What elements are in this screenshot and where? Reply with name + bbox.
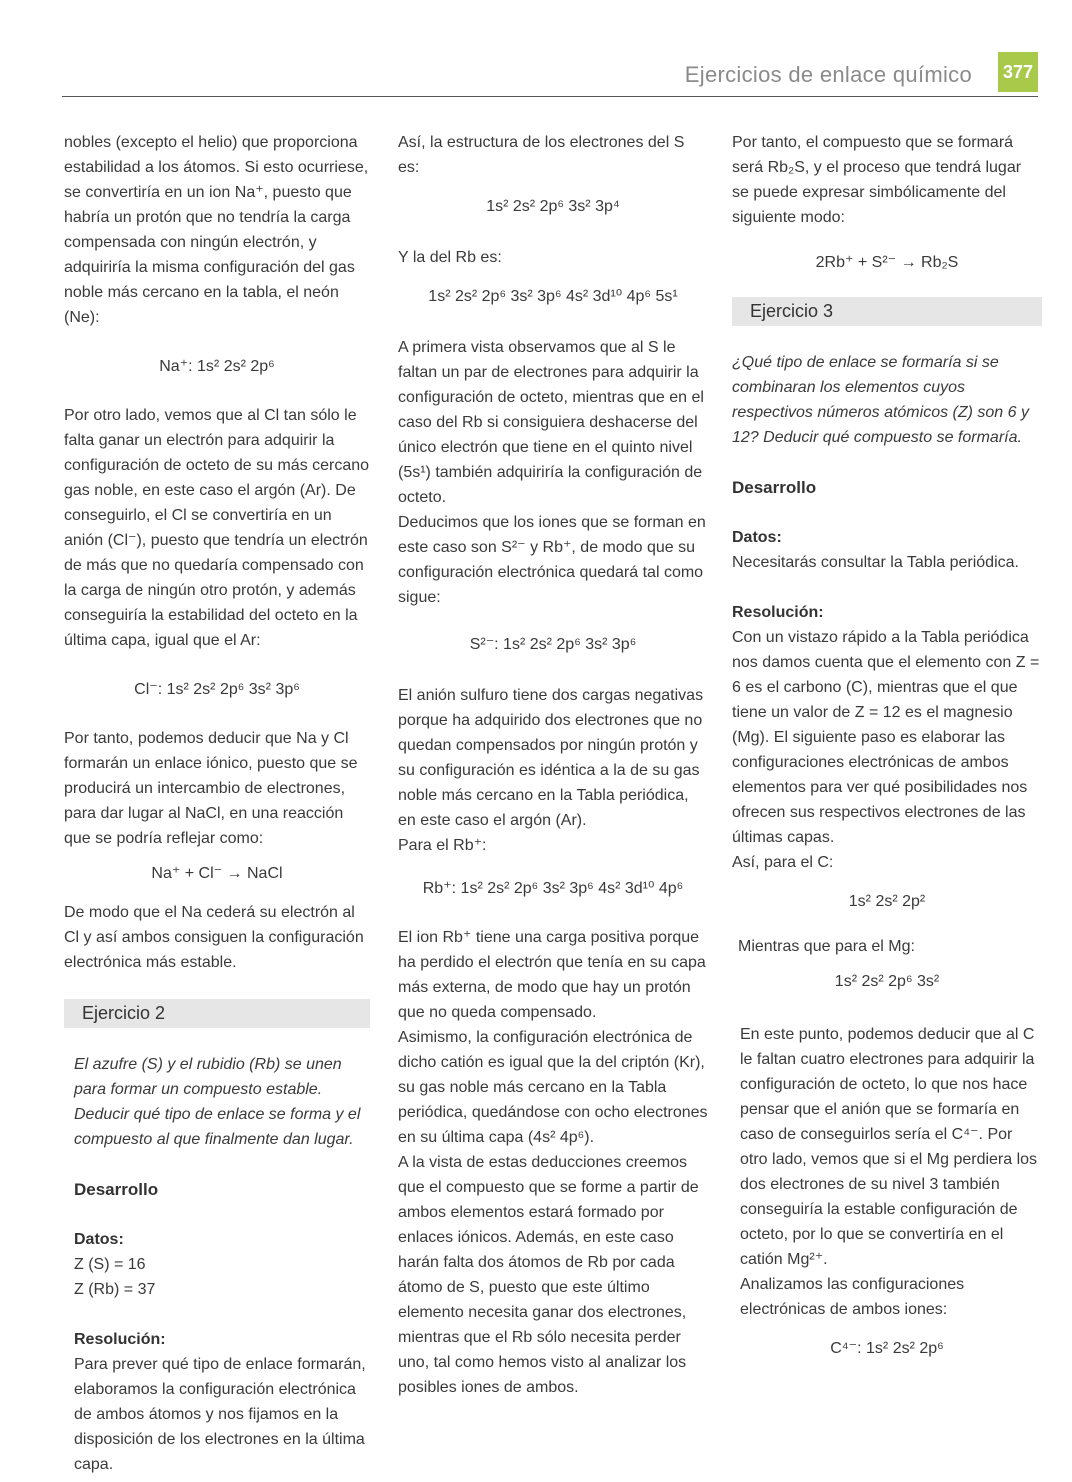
paragraph: Para el Rb⁺: (398, 837, 487, 854)
formula: 1s² 2s² 2p² (848, 893, 926, 910)
header-divider (62, 96, 1038, 97)
formula: Rb⁺: 1s² 2s² 2p⁶ 3s² 3p⁶ 4s² 3d¹⁰ 4p⁶ (422, 880, 684, 897)
subheading-datos: Datos: (74, 1231, 124, 1248)
subheading-desarrollo: Desarrollo (732, 478, 817, 497)
section-heading: Ejercicio 2 (64, 999, 370, 1028)
exercise-question: ¿Qué tipo de enlace se formaría si se combinaran los elementos cuyos respectivos números atómicos (Z) son 6 y 12? Deducir qué compuesto se formaría. (732, 354, 1029, 446)
paragraph: En este punto, podemos deducir que al C le faltan cuatro electrones para adquirir la configuración de octeto, lo que nos hace pensar que el anión que se formaría en caso de conseguirlos sería el C⁴⁻. Por otro lado, vemos que si el Mg perdiera los dos electrones de su nivel 3 también conseguiría la estable configuración de octeto, por lo que se convertiría en el catión Mg²⁺. (740, 1026, 1038, 1268)
formula: Cl⁻: 1s² 2s² 2p⁶ 3s² 3p⁶ (134, 681, 300, 698)
paragraph: Así, la estructura de los electrones del S es: (398, 134, 685, 176)
data-item: Z (S) = 16 (74, 1256, 146, 1273)
formula: S²⁻: 1s² 2s² 2p⁶ 3s² 3p⁶ (469, 636, 637, 653)
formula: 1s² 2s² 2p⁶ 3s² 3p⁴ (486, 198, 620, 215)
exercise-question: El azufre (S) y el rubidio (Rb) se unen para formar un compuesto estable. Deducir qué tipo de enlace se forma y el compuesto al que finalmente dan lugar. (74, 1056, 361, 1148)
paragraph: Mientras que para el Mg: (738, 938, 915, 955)
paragraph: Para prever qué tipo de enlace formarán, elaboramos la configuración electrónica de ambos átomos y nos fijamos en la disposición de los electrones en la última capa. (74, 1356, 366, 1473)
paragraph: De modo que el Na cederá su electrón al Cl y así ambos consiguen la configuración electrónica más estable. (64, 904, 364, 971)
formula: 2Rb⁺ + S²⁻ → Rb₂S (815, 254, 959, 271)
paragraph: El anión sulfuro tiene dos cargas negativas porque ha adquirido dos electrones que no quedan compensados por ningún protón y su configuración es idéntica a la de su gas noble más cercano en la Tabla periódica, en este caso el argón (Ar). (398, 687, 704, 829)
subheading-resolucion: Resolución: (74, 1331, 166, 1348)
paragraph: Con un vistazo rápido a la Tabla periódica nos damos cuenta que el elemento con Z = 6 es el carbono (C), mientras que el que tiene un valor de Z = 12 es el magnesio (Mg). El siguiente paso es elaborar las configuraciones electrónicas de ambos elementos para ver qué posibilidades nos ofrecen sus respectivos electrones de las últimas capas. (732, 629, 1040, 846)
formula: Na⁺ + Cl⁻ → NaCl (151, 865, 283, 882)
paragraph: El ion Rb⁺ tiene una carga positiva porque ha perdido el electrón que tenía en su capa más externa, de modo que hay un protón que no queda compensado. (398, 929, 706, 1021)
page-number-badge: 377 (998, 52, 1038, 92)
paragraph: A primera vista observamos que al S le faltan un par de electrones para adquirir la configuración de octeto, mientras que en el caso del Rb si consiguiera deshacerse del único electrón que tiene en el quinto nivel (5s¹) también adquiriría la configuración de octeto. (398, 339, 704, 506)
column-left (64, 130, 370, 1477)
paragraph: Así, para el C: (732, 854, 834, 871)
paragraph: Y la del Rb es: (398, 249, 502, 266)
column-middle (398, 130, 708, 1400)
formula: 1s² 2s² 2p⁶ 3s² 3p⁶ 4s² 3d¹⁰ 4p⁶ 5s¹ (428, 288, 678, 305)
data-item: Z (Rb) = 37 (74, 1281, 156, 1298)
column-right (732, 130, 1042, 1381)
formula: C⁴⁻: 1s² 2s² 2p⁶ (830, 1340, 944, 1357)
subheading-desarrollo: Desarrollo (74, 1180, 159, 1199)
paragraph: Por tanto, podemos deducir que Na y Cl formarán un enlace iónico, puesto que se producirá un intercambio de electrones, para dar lugar al NaCl, en una reacción que se podría reflejar como: (64, 730, 358, 847)
subheading-resolucion: Resolución: (732, 604, 824, 621)
page-header (62, 52, 1038, 102)
chapter-title: Ejercicios de enlace químico (684, 62, 972, 87)
formula: Na⁺: 1s² 2s² 2p⁶ (159, 358, 275, 375)
paragraph: Deducimos que los iones que se forman en este caso son S²⁻ y Rb⁺, de modo que su configuración electrónica quedará tal como sigue: (398, 514, 706, 606)
paragraph: A la vista de estas deducciones creemos que el compuesto que se forme a partir de ambos elementos estará formado por enlaces iónicos. Además, en este caso harán falta dos átomos de Rb por cada átomo de S, puesto que este último elemento necesita ganar dos electrones, mientras que el Rb sólo necesita perder uno, tal como hemos visto al analizar los posibles iones de ambos. (398, 1154, 699, 1396)
subheading-datos: Datos: (732, 529, 782, 546)
paragraph: Necesitarás consultar la Tabla periódica. (732, 554, 1019, 571)
paragraph: Por otro lado, vemos que al Cl tan sólo le falta ganar un electrón para adquirir la configuración de octeto de su más cercano gas noble, en este caso el argón (Ar). De conseguirlo, el Cl se convertiría en un anión (Cl⁻), puesto que tendría un electrón de más que no quedaría compensado con la carga de ningún otro protón, y además conseguiría la estabilidad del octeto en la última capa, igual que el Ar: (64, 407, 370, 649)
formula: 1s² 2s² 2p⁶ 3s² (834, 973, 940, 990)
section-heading: Ejercicio 3 (732, 297, 1042, 326)
paragraph: Asimismo, la configuración electrónica de dicho catión es igual que la del criptón (Kr), su gas noble más cercano en la Tabla periódica, quedándose con ocho electrones en su última capa (4s² 4p⁶). (398, 1029, 708, 1146)
paragraph: Por tanto, el compuesto que se formará será Rb₂S, y el proceso que tendrá lugar se puede expresar simbólicamente del siguiente modo: (732, 134, 1022, 226)
paragraph: Analizamos las configuraciones electrónicas de ambos iones: (740, 1276, 965, 1318)
paragraph: nobles (excepto el helio) que proporciona estabilidad a los átomos. Si esto ocurriese, se convertiría en un ion Na⁺, puesto que habría un protón que no tendría la carga compensada con ningún electrón, y adquiriría la misma configuración del gas noble más cercano en la tabla, el neón (Ne): (64, 134, 369, 326)
